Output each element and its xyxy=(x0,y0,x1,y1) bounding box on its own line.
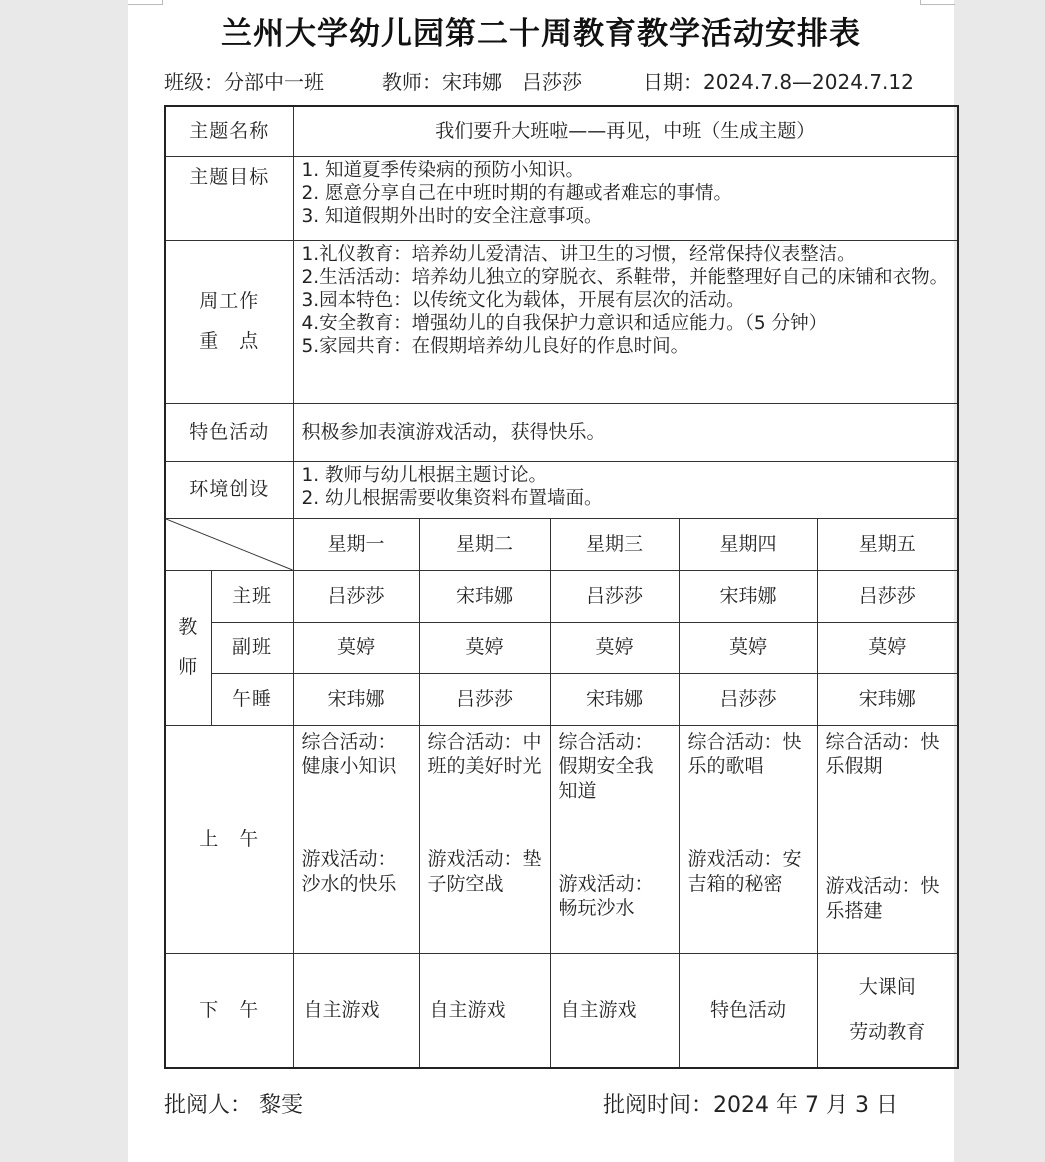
teacher-group-char-2: 师 xyxy=(178,655,199,678)
teacher-name: 吕莎莎 xyxy=(550,570,679,622)
list-item: 2.生活活动：培养幼儿独立的穿脱衣、系鞋带，并能整理好自己的床铺和衣物。 xyxy=(301,266,949,288)
afternoon-friday-line2: 劳动教育 xyxy=(849,1021,926,1044)
afternoon-label: 下 午 xyxy=(165,953,293,1068)
afternoon-cell: 自主游戏 xyxy=(550,953,679,1068)
morning-activity: 综合活动：快乐的歌唱 xyxy=(687,730,802,778)
weekly-focus-label xyxy=(165,240,293,403)
morning-cell xyxy=(817,725,958,953)
morning-cell xyxy=(550,725,679,953)
weekday-wednesday: 星期三 xyxy=(550,518,679,570)
date-info: 日期：2024.7.8—2024.7.12 xyxy=(643,70,914,94)
list-item: 1. 知道夏季传染病的预防小知识。 xyxy=(301,159,585,181)
list-item: 1. 教师与幼儿根据主题讨论。 xyxy=(301,464,548,486)
weekly-focus-list xyxy=(293,240,958,403)
list-item: 3. 知道假期外出时的安全注意事项。 xyxy=(301,205,603,227)
morning-game: 游戏活动：沙水的快乐 xyxy=(301,847,397,895)
weekly-focus-row xyxy=(165,240,958,403)
morning-cell xyxy=(419,725,550,953)
theme-name-value: 我们要升大班啦——再见，中班（生成主题） xyxy=(293,106,958,156)
page-corner-mark-left xyxy=(128,0,163,5)
theme-goals-row xyxy=(165,156,958,240)
morning-activity: 综合活动：快乐假期 xyxy=(825,730,940,778)
document-title: 兰州大学幼儿园第二十周教育教学活动安排表 xyxy=(221,16,861,52)
review-time: 批阅时间：2024 年 7 月 3 日 xyxy=(603,1093,898,1118)
teacher-name: 吕莎莎 xyxy=(817,570,958,622)
teacher-group-label xyxy=(165,570,211,725)
theme-name-label: 主题名称 xyxy=(165,106,293,156)
morning-label: 上 午 xyxy=(165,725,293,953)
weekday-header-row xyxy=(165,518,958,570)
role-label: 副班 xyxy=(211,622,293,673)
theme-goals-list xyxy=(293,156,958,240)
list-item: 4.安全教育：增强幼儿的自我保护力意识和适应能力。（5 分钟） xyxy=(301,312,828,334)
environment-list xyxy=(293,461,958,518)
teacher-name: 宋玮娜 xyxy=(817,673,958,725)
morning-activity: 综合活动：中班的美好时光 xyxy=(427,730,542,778)
environment-row xyxy=(165,461,958,518)
morning-game: 游戏活动：畅玩沙水 xyxy=(558,872,654,920)
weekday-tuesday: 星期二 xyxy=(419,518,550,570)
reviewer: 批阅人： 黎雯 xyxy=(164,1093,303,1118)
teacher-row-assistant xyxy=(165,622,958,673)
morning-game: 游戏活动：快乐搭建 xyxy=(825,874,940,922)
morning-cell xyxy=(293,725,419,953)
list-item: 2. 幼儿根据需要收集资料布置墙面。 xyxy=(301,487,603,509)
teacher-row-nap xyxy=(165,673,958,725)
morning-cell xyxy=(679,725,817,953)
teacher-name: 莫婷 xyxy=(679,622,817,673)
teacher-name: 吕莎莎 xyxy=(293,570,419,622)
teacher-name: 莫婷 xyxy=(419,622,550,673)
teacher-name: 宋玮娜 xyxy=(550,673,679,725)
role-label: 午睡 xyxy=(211,673,293,725)
schedule-table xyxy=(164,105,959,1069)
special-activity-label: 特色活动 xyxy=(165,403,293,461)
page-corner-mark-right xyxy=(920,0,955,5)
special-activity-value: 积极参加表演游戏活动，获得快乐。 xyxy=(293,403,958,461)
environment-label: 环境创设 xyxy=(165,461,293,518)
theme-name-row xyxy=(165,106,958,156)
morning-game: 游戏活动：安吉箱的秘密 xyxy=(687,847,802,895)
afternoon-friday-line1: 大课间 xyxy=(858,975,916,998)
list-item: 1.礼仪教育：培养幼儿爱清洁、讲卫生的习惯，经常保持仪表整洁。 xyxy=(301,243,856,265)
special-activity-row xyxy=(165,403,958,461)
diagonal-header-cell xyxy=(165,518,293,570)
morning-activity: 综合活动：健康小知识 xyxy=(301,730,397,778)
teacher-name: 莫婷 xyxy=(550,622,679,673)
afternoon-cell-friday xyxy=(817,953,958,1068)
teacher-name: 莫婷 xyxy=(293,622,419,673)
afternoon-cell: 自主游戏 xyxy=(419,953,550,1068)
morning-game: 游戏活动：垫子防空战 xyxy=(427,847,542,895)
list-item: 5.家园共育：在假期培养幼儿良好的作息时间。 xyxy=(301,336,690,357)
afternoon-row xyxy=(165,953,958,1068)
teacher-group-char-1: 教 xyxy=(178,615,199,638)
theme-goals-label: 主题目标 xyxy=(165,156,293,240)
teacher-name: 吕莎莎 xyxy=(679,673,817,725)
morning-row xyxy=(165,725,958,953)
class-info: 班级：分部中一班 xyxy=(164,70,324,94)
list-item: 2. 愿意分享自己在中班时期的有趣或者难忘的事情。 xyxy=(301,182,733,204)
weekday-monday: 星期一 xyxy=(293,518,419,570)
teacher-name: 吕莎莎 xyxy=(419,673,550,725)
teacher-name: 莫婷 xyxy=(817,622,958,673)
teacher-info: 教师：宋玮娜 吕莎莎 xyxy=(382,70,582,94)
diagonal-line xyxy=(166,519,293,570)
weekly-focus-label-line1: 周工作 xyxy=(199,289,260,312)
weekday-friday: 星期五 xyxy=(817,518,958,570)
morning-activity: 综合活动：假期安全我知道 xyxy=(558,730,654,802)
weekly-focus-label-line2: 重 点 xyxy=(199,329,260,352)
list-item: 3.园本特色：以传统文化为载体，开展有层次的活动。 xyxy=(301,289,745,311)
weekday-thursday: 星期四 xyxy=(679,518,817,570)
teacher-row-main xyxy=(165,570,958,622)
teacher-name: 宋玮娜 xyxy=(679,570,817,622)
afternoon-cell: 特色活动 xyxy=(679,953,817,1068)
teacher-name: 宋玮娜 xyxy=(419,570,550,622)
teacher-name: 宋玮娜 xyxy=(293,673,419,725)
role-label: 主班 xyxy=(211,570,293,622)
afternoon-cell: 自主游戏 xyxy=(293,953,419,1068)
